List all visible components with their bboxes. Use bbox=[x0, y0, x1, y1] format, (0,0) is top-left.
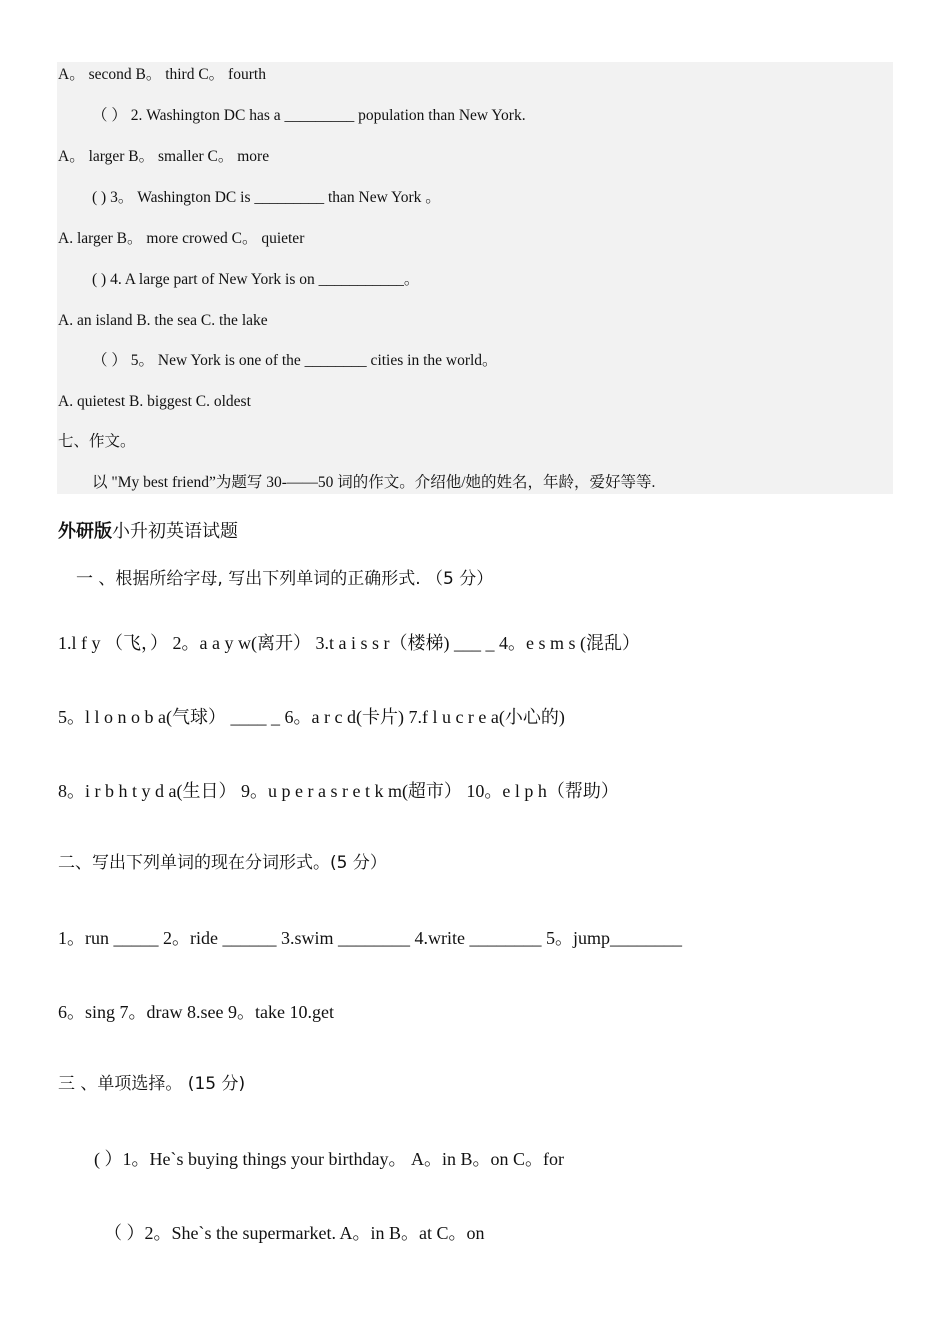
prev-q4-options: A. an island B. the sea C. the lake bbox=[58, 312, 268, 329]
prev-question-3: ( ) 3。 Washington DC is _________ than New York 。 bbox=[92, 189, 441, 206]
title-text: 小升初英语试题 bbox=[112, 521, 238, 542]
section-1-row-3: 8。i r b h t y d a(生日） 9。u p e r a s r e t k m(超市） 10。e l p h（帮助） bbox=[58, 781, 619, 801]
page-title bbox=[58, 523, 238, 541]
section-1-row-1: 1.l f y （飞，） 2。a a y w(离开） 3.t a i s s r（楼梯) ___ _ 4。e s m s (混乱） bbox=[58, 633, 640, 653]
section-3-heading: 三 、单项选择。 (15 分) bbox=[58, 1074, 246, 1094]
prev-q5-options: A. quietest B. biggest C. oldest bbox=[58, 393, 251, 410]
section-2-row-2: 6。sing 7。draw 8.see 9。take 10.get bbox=[58, 1002, 334, 1022]
prev-q1-options: A。 second B。 third C。 fourth bbox=[58, 66, 266, 83]
section-3-question-2: （ ）2。She`s the supermarket. A。in B。at C。on bbox=[104, 1223, 485, 1243]
section-2-heading: 二、写出下列单词的现在分词形式。(5 分） bbox=[58, 853, 387, 873]
prev-q2-options: A。 larger B。 smaller C。 more bbox=[58, 148, 270, 165]
title-publisher: 外研版 bbox=[58, 521, 112, 542]
section-2-row-1: 1。run _____ 2。ride ______ 3.swim ________ 4.write ________ 5。jump________ bbox=[58, 928, 682, 948]
prev-question-5: （ ） 5。 New York is one of the ________ cities in the world。 bbox=[92, 352, 498, 369]
prev-question-4: ( ) 4. A large part of New York is on ___________。 bbox=[92, 271, 420, 288]
section-1-heading: 一 、根据所给字母, 写出下列单词的正确形式. （5 分） bbox=[76, 569, 494, 589]
prev-q3-options: A. larger B。 more crowed C。 quieter bbox=[58, 230, 305, 247]
section-1-row-2: 5。l l o n o b a(气球） ____ _ 6。a r c d(卡片) 7.f l u c r e a(小心的) bbox=[58, 707, 565, 727]
section-3-question-1: ( ）1。He`s buying things your birthday。 A。in B。on C。for bbox=[94, 1149, 564, 1169]
prev-question-2: （ ） 2. Washington DC has a _________ population than New York. bbox=[92, 107, 526, 124]
essay-prompt: 以 "My best friend”为题写 30-——50 词的作文。介绍他/她的姓名，年龄，爱好等等. bbox=[92, 474, 656, 491]
essay-heading: 七、作文。 bbox=[58, 432, 136, 450]
